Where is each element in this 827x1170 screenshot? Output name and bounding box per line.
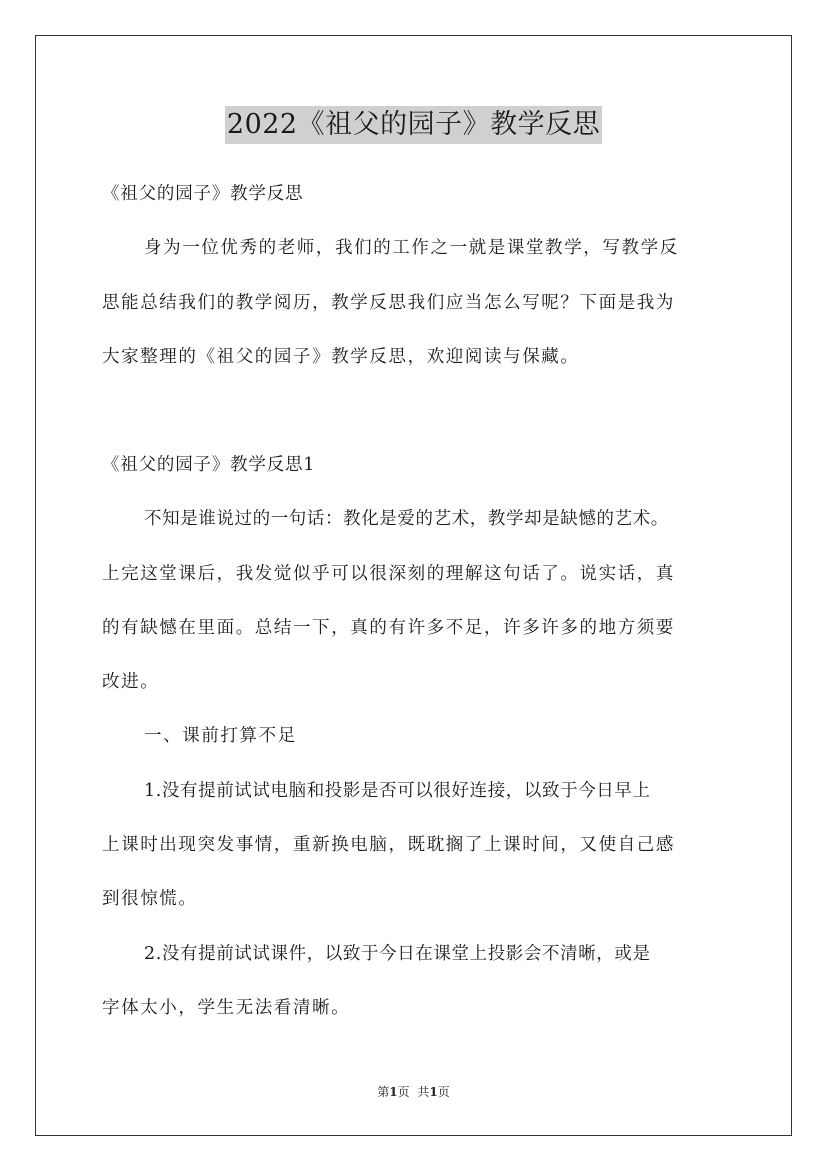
footer-total-prefix: 共 <box>417 1085 430 1099</box>
document-subtitle: 《祖父的园子》教学反思 <box>102 184 304 204</box>
item1-line-2: 上课时出现突发事情，重新换电脑，既耽搁了上课时间，又使自己感 <box>102 835 675 855</box>
para1-line-2: 上完这堂课后，我发觉似乎可以很深刻的理解这句话了。说实话，真 <box>102 564 675 584</box>
footer-page-prefix: 第 <box>377 1085 390 1099</box>
page-footer <box>0 1083 827 1101</box>
footer-page-total: 1 <box>429 1085 438 1099</box>
heading-1: 一、课前打算不足 <box>144 726 297 746</box>
footer-page-suffix: 页 <box>397 1085 410 1099</box>
item2-line-1: 2.没有提前试试课件，以致于今日在课堂上投影会不清晰，或是 <box>144 944 651 964</box>
document-title <box>0 103 827 144</box>
intro-line-1: 身为一位优秀的老师，我们的工作之一就是课堂教学，写教学反 <box>144 238 679 258</box>
item2-line-2: 字体太小，学生无法看清晰。 <box>102 998 351 1018</box>
section-title: 《祖父的园子》教学反思1 <box>102 455 316 475</box>
footer-total-suffix: 页 <box>437 1085 450 1099</box>
intro-line-3: 大家整理的《祖父的园子》教学反思，欢迎阅读与保藏。 <box>102 347 580 367</box>
para1-line-1: 不知是谁说过的一句话：教化是爱的艺术，教学却是缺憾的艺术。 <box>144 509 669 529</box>
footer-page-current: 1 <box>389 1085 398 1099</box>
intro-line-2: 思能总结我们的教学阅历，教学反思我们应当怎么写呢？下面是我为 <box>102 293 675 313</box>
para1-line-3: 的有缺憾在里面。总结一下，真的有许多不足，许多许多的地方须要 <box>102 618 675 638</box>
item1-line-3: 到很惊慌。 <box>102 889 198 909</box>
item1-line-1: 1.没有提前试试电脑和投影是否可以很好连接，以致于今日早上 <box>144 781 651 801</box>
document-title-text: 2022《祖父的园子》教学反思 <box>225 106 602 144</box>
para1-line-4: 改进。 <box>102 672 160 692</box>
